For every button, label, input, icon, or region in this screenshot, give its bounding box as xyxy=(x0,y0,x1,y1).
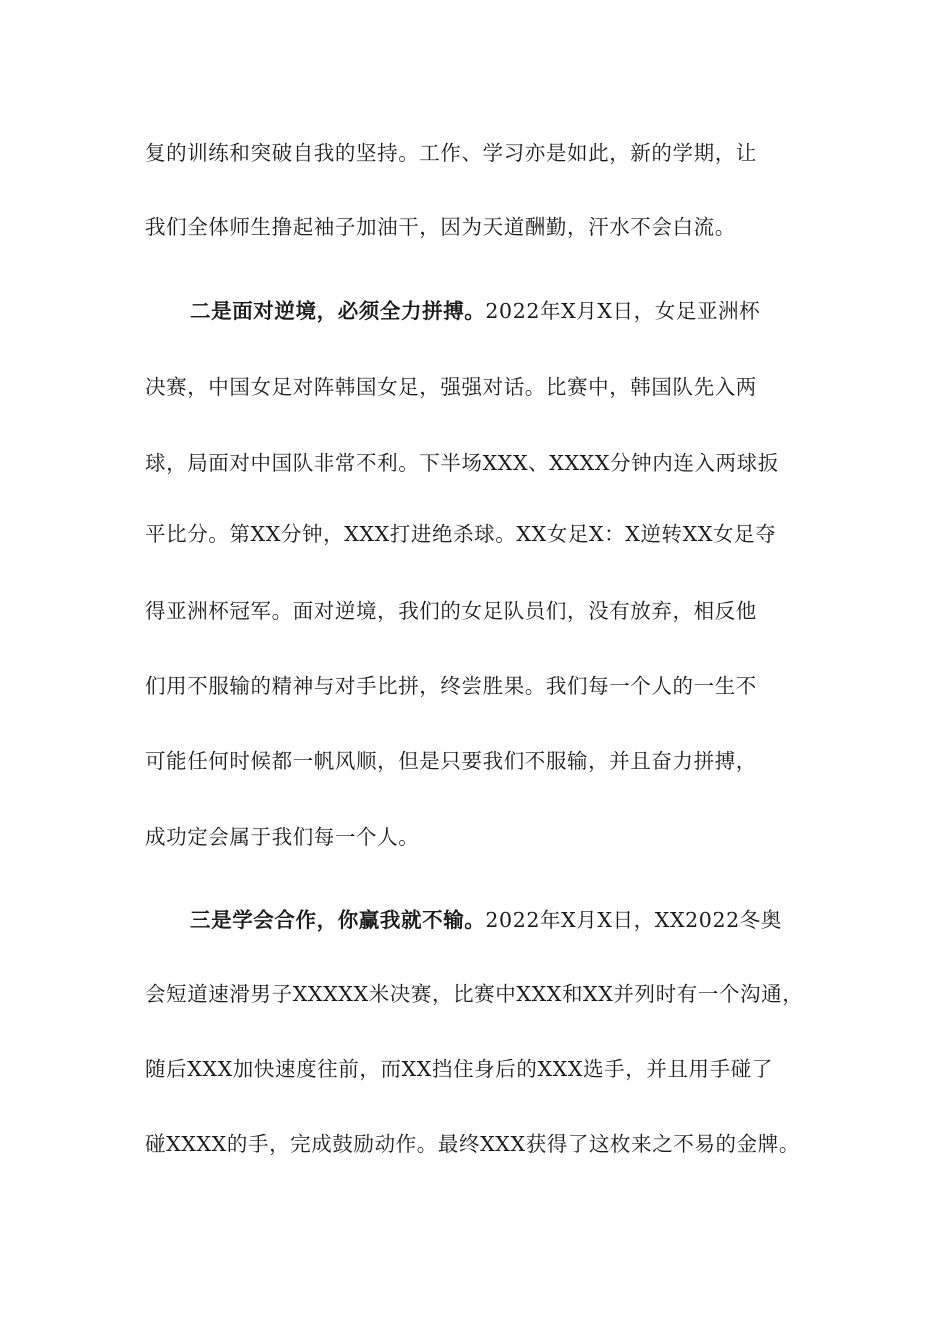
paragraph-2-first-line-text: 2022年X月X日，女足亚洲杯 xyxy=(485,299,761,323)
paragraph-3-line-3: 随后XXX加快速度往前，而XX挡住身后的XXX选手，并且用手碰了 xyxy=(145,1057,773,1081)
paragraph-3-line-2: 会短道速滑男子XXXXX米决赛，比赛中XXX和XX并列时有一个沟通， xyxy=(145,982,804,1006)
paragraph-2-line-3: 球，局面对中国队非常不利。下半场XXX、XXXX分钟内连入两球扳 xyxy=(145,451,779,475)
paragraph-3-first-line-text: 2022年X月X日，XX2022冬奥 xyxy=(485,908,782,932)
paragraph-2-line-7: 可能任何时候都一帆风顺，但是只要我们不服输，并且奋力拼搏， xyxy=(145,749,757,773)
paragraph-3-heading: 三是学会合作，你赢我就不输。 xyxy=(190,908,486,932)
paragraph-3-line-4: 碰XXXX的手，完成鼓励动作。最终XXX获得了这枚来之不易的金牌。 xyxy=(145,1132,800,1156)
paragraph-1-line-1: 复的训练和突破自我的坚持。工作、学习亦是如此，新的学期，让 xyxy=(145,141,757,165)
paragraph-2-line-2: 决赛，中国女足对阵韩国女足，强强对话。比赛中，韩国队先入两 xyxy=(145,375,757,399)
paragraph-3-first-line xyxy=(190,906,890,934)
paragraph-2-line-4: 平比分。第XX分钟，XXX打进绝杀球。XX女足X：X逆转XX女足夺 xyxy=(145,522,777,546)
paragraph-2-heading: 二是面对逆境，必须全力拼搏。 xyxy=(190,299,486,323)
paragraph-2-line-8: 成功定会属于我们每一个人。 xyxy=(145,825,420,849)
paragraph-1-line-2: 我们全体师生撸起袖子加油干，因为天道酬勤，汗水不会白流。 xyxy=(145,215,736,239)
paragraph-2-line-6: 们用不服输的精神与对手比拼，终尝胜果。我们每一个人的一生不 xyxy=(145,674,757,698)
paragraph-2-line-5: 得亚洲杯冠军。面对逆境，我们的女足队员们，没有放弃，相反他 xyxy=(145,599,757,623)
paragraph-2-first-line xyxy=(190,297,890,325)
